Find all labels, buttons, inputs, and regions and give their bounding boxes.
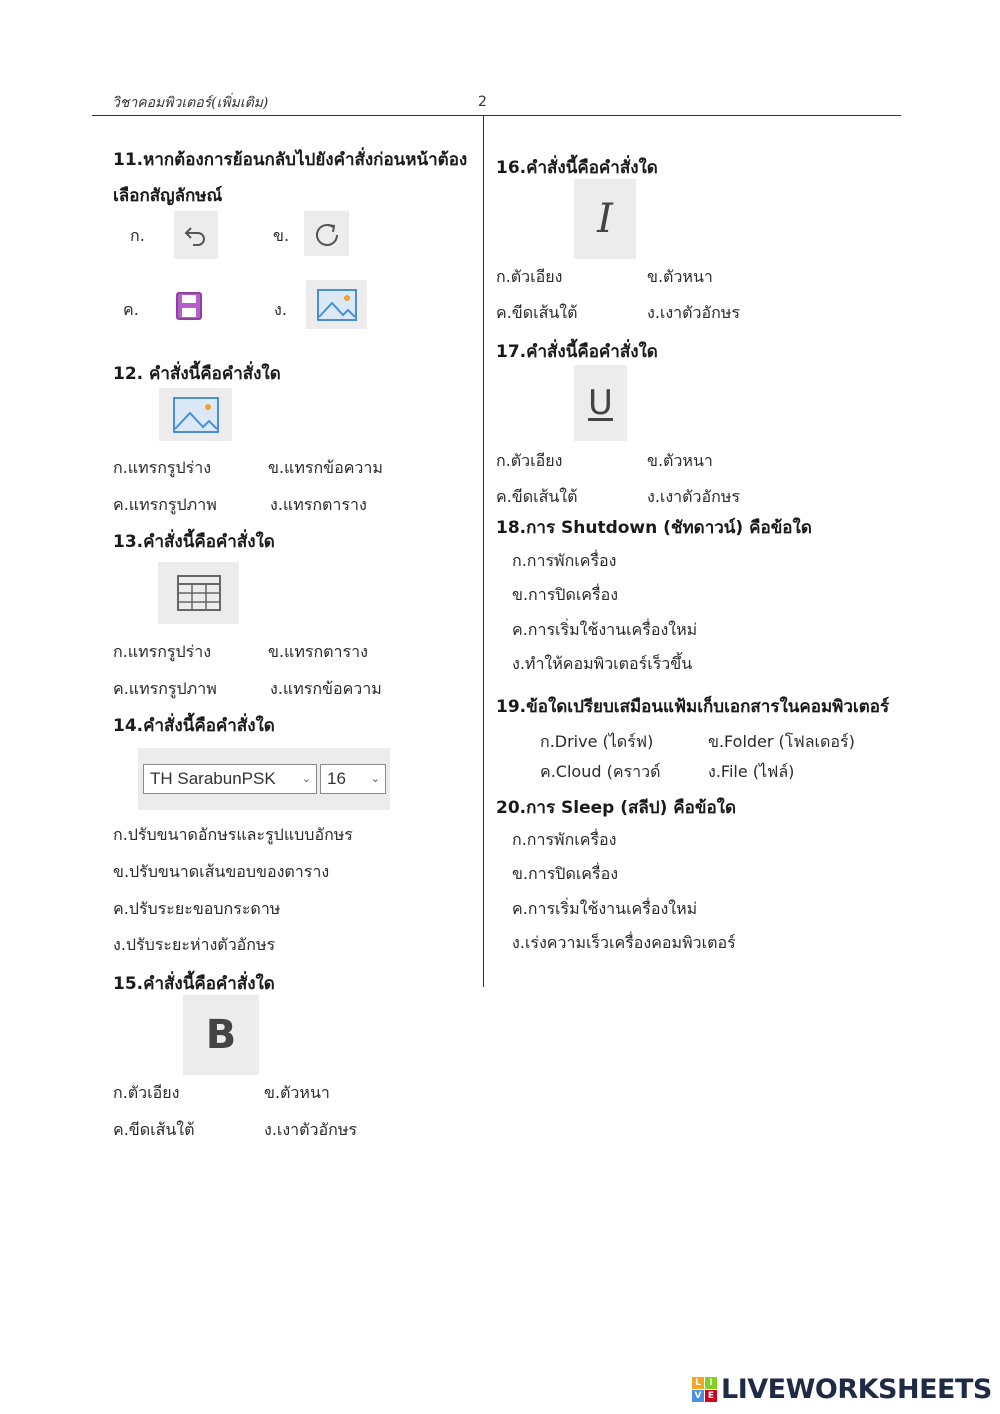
subject-title: วิชาคอมพิวเตอร์(เพิ่มเติม) [112,95,269,111]
q12-question: 12. คำสั่งนี้คือคำสั่งใด [113,364,281,384]
insert-picture-icon[interactable] [159,388,232,441]
q19-question: 19.ข้อใดเปรียบเสมือนแฟ้มเก็บเอกสารในคอมพิวเตอร์ [496,697,890,717]
logo-mark-icon [692,1377,717,1402]
q11-question-line2: เลือกสัญลักษณ์ [113,186,223,206]
q11-label-d: ง. [274,300,287,319]
q17-option-c: ค.ขีดเส้นใต้ [496,487,578,506]
q18-option-c: ค.การเริ่มใช้งานเครื่องใหม่ [512,620,698,639]
q16-option-c: ค.ขีดเส้นใต้ [496,303,578,322]
q13-option-c: ค.แทรกรูปภาพ [113,679,217,698]
q20-option-a: ก.การพักเครื่อง [512,830,617,849]
q18-question: 18.การ Shutdown (ชัทดาวน์) คือข้อใด [496,518,812,538]
q11-label-b: ข. [273,226,290,245]
q11-label-c: ค. [123,300,139,319]
q13-question: 13.คำสั่งนี้คือคำสั่งใด [113,532,275,552]
q17-option-d: ง.เงาตัวอักษร [647,487,740,506]
q14-question: 14.คำสั่งนี้คือคำสั่งใด [113,716,275,736]
chevron-down-icon: ⌄ [301,773,311,785]
font-size-select[interactable] [320,764,386,794]
q14-option-a: ก.ปรับขนาดอักษรและรูปแบบอักษร [113,825,353,844]
redo-icon[interactable] [304,211,349,256]
q18-option-a: ก.การพักเครื่อง [512,551,617,570]
italic-icon[interactable] [574,179,636,259]
q19-option-a: ก.Drive (ไดร์ฟ) [540,732,654,751]
q19-option-b: ข.Folder (โฟลเดอร์) [708,732,855,751]
q14-option-d: ง.ปรับระยะห่างตัวอักษร [113,935,276,954]
q20-question: 20.การ Sleep (สลีป) คือข้อใด [496,798,737,818]
q17-question: 17.คำสั่งนี้คือคำสั่งใด [496,342,658,362]
q12-option-c: ค.แทรกรูปภาพ [113,495,217,514]
q15-option-d: ง.เงาตัวอักษร [264,1120,357,1139]
q20-option-c: ค.การเริ่มใช้งานเครื่องใหม่ [512,899,698,918]
logo-letter: V [692,1390,704,1402]
q11-question-line1: 11.หากต้องการย้อนกลับไปยังคำสั่งก่อนหน้าต้อง [113,150,468,170]
q20-option-b: ข.การปิดเครื่อง [512,864,619,883]
q18-option-d: ง.ทำให้คอมพิวเตอร์เร็วขึ้น [512,654,693,673]
header-divider [92,115,901,116]
q12-option-d: ง.แทรกตาราง [270,495,367,514]
q17-option-a: ก.ตัวเอียง [496,451,563,470]
q13-option-d: ง.แทรกข้อความ [270,679,382,698]
font-name-select[interactable] [143,764,317,794]
q17-option-b: ข.ตัวหนา [647,451,713,470]
q16-question: 16.คำสั่งนี้คือคำสั่งใด [496,158,658,178]
liveworksheets-logo [692,1374,992,1405]
q14-option-c: ค.ปรับระยะขอบกระดาษ [113,899,281,918]
q15-question: 15.คำสั่งนี้คือคำสั่งใด [113,974,275,994]
q14-option-b: ข.ปรับขนาดเส้นขอบของตาราง [113,862,330,881]
brand-name: LIVEWORKSHEETS [721,1374,992,1405]
q20-option-d: ง.เร่งความเร็วเครื่องคอมพิวเตอร์ [512,933,736,952]
q19-option-d: ง.File (ไฟล์) [708,762,795,781]
q16-option-d: ง.เงาตัวอักษร [647,303,740,322]
page-number: 2 [478,94,487,110]
insert-table-icon[interactable] [158,562,239,624]
font-picker-image [138,748,390,810]
q11-label-a: ก. [130,226,145,245]
q18-option-b: ข.การปิดเครื่อง [512,585,619,604]
q13-option-a: ก.แทรกรูปร่าง [113,642,212,661]
q16-option-b: ข.ตัวหนา [647,267,713,286]
underline-icon[interactable] [574,365,627,441]
q19-option-c: ค.Cloud (คราวด์ [540,762,661,781]
q12-option-a: ก.แทรกรูปร่าง [113,458,212,477]
logo-letter: L [692,1377,704,1389]
q12-option-b: ข.แทรกข้อความ [268,458,383,477]
bold-icon[interactable] [183,995,259,1075]
q13-option-b: ข.แทรกตาราง [268,642,368,661]
font-name-value: TH SarabunPSK [150,769,276,788]
column-divider [483,116,484,987]
q15-option-a: ก.ตัวเอียง [113,1083,180,1102]
logo-letter: I [705,1377,717,1389]
underline-glyph: U [588,383,613,423]
font-size-value: 16 [327,769,346,788]
italic-glyph: I [597,196,613,242]
undo-icon[interactable] [174,211,218,259]
q16-option-a: ก.ตัวเอียง [496,267,563,286]
chevron-down-icon: ⌄ [370,773,380,785]
q15-option-c: ค.ขีดเส้นใต้ [113,1120,195,1139]
logo-letter: E [705,1390,717,1402]
bold-glyph: B [205,1012,237,1058]
picture-icon[interactable] [306,280,367,329]
q15-option-b: ข.ตัวหนา [264,1083,330,1102]
save-icon[interactable] [166,283,212,329]
